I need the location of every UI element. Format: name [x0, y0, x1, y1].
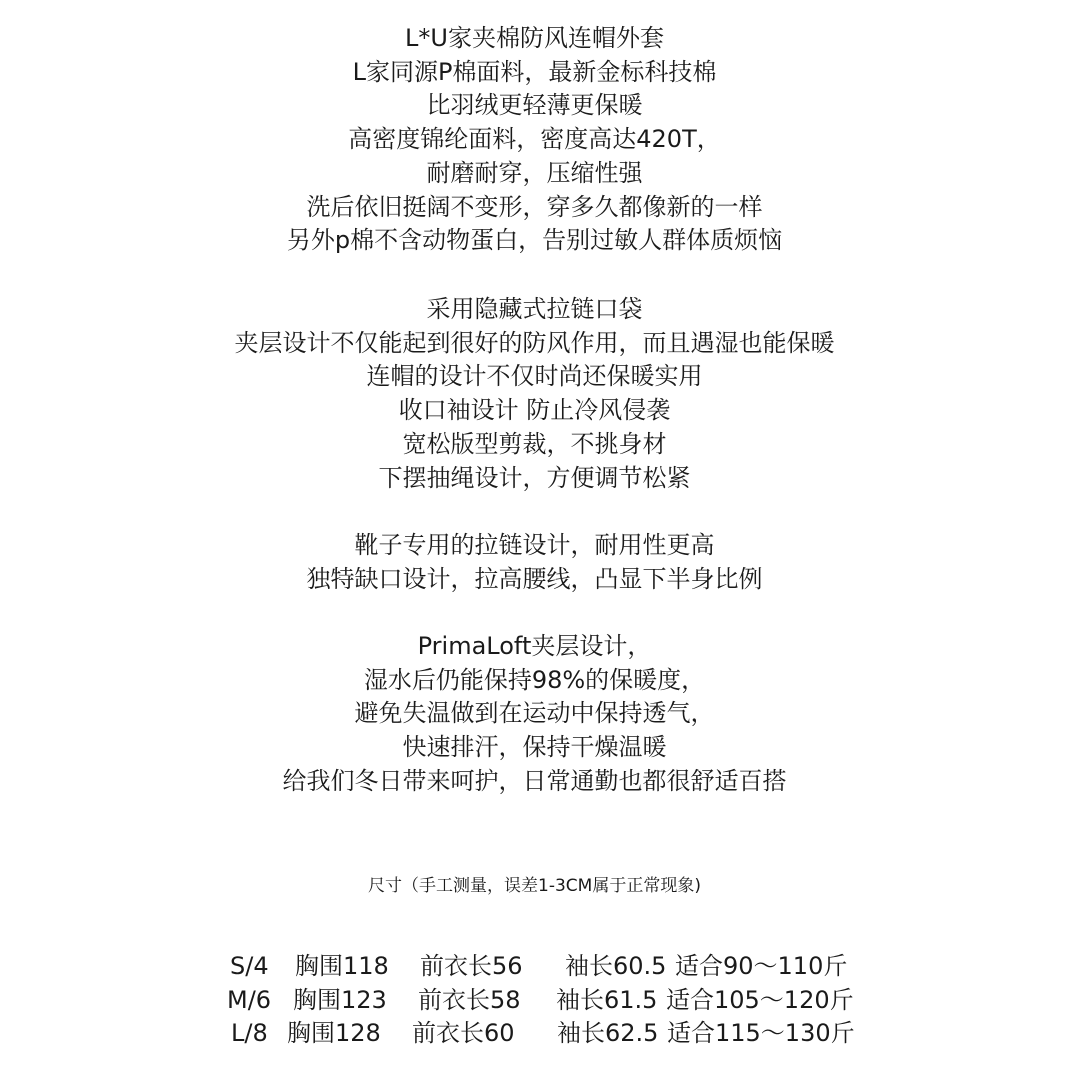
chest-measure: 胸围118: [295, 952, 389, 980]
description-line: 靴子专用的拉链设计，耐用性更高: [354, 531, 715, 559]
description-line: 给我们冬日带来呵护，日常通勤也都很舒适百搭: [282, 766, 787, 795]
description-line: PrimaLoft夹层设计，: [417, 632, 652, 660]
intro-text-block: [0, 22, 1069, 258]
description-line: 高密度锦纶面料，密度高达420T，: [348, 125, 721, 154]
sleeve-measure: 袖长61.5: [556, 985, 658, 1014]
description-line: 湿水后仍能保持98%的保暖度，: [363, 665, 706, 694]
description-line: 另外p棉不含动物蛋白，告别过敏人群体质烦恼: [286, 226, 783, 255]
description-line: 避免失温做到在运动中保持透气，: [354, 699, 715, 728]
description-line: 下摆抽绳设计，方便调节松紧: [378, 463, 691, 492]
length-measure: 前衣长56: [420, 952, 523, 980]
description-line: 连帽的设计不仅时尚还保暖实用: [366, 362, 703, 391]
weight-fit: 适合105～120斤: [666, 985, 854, 1014]
description-line: 采用隐藏式拉链口袋: [426, 295, 643, 323]
size-label: M/6: [227, 985, 272, 1014]
size-chart: [0, 950, 1069, 1051]
description-line: 洗后依旧挺阔不变形，穿多久都像新的一样: [306, 192, 763, 221]
size-row: [0, 984, 1069, 1018]
design-features-block: [0, 293, 1069, 495]
description-line: 夹层设计不仅能起到很好的防风作用，而且遇湿也能保暖: [234, 328, 835, 357]
size-row: [0, 1017, 1069, 1051]
chest-measure: 胸围128: [287, 1019, 381, 1047]
length-measure: 前衣长58: [418, 985, 521, 1014]
weight-fit: 适合115～130斤: [667, 1019, 855, 1047]
size-row: [0, 950, 1069, 984]
product-title: L*U家夹棉防风连帽外套: [405, 24, 664, 52]
weight-fit: 适合90～110斤: [675, 952, 848, 980]
sleeve-measure: 袖长60.5: [565, 952, 667, 980]
sleeve-measure: 袖长62.5: [557, 1019, 659, 1047]
description-line: 比羽绒更轻薄更保暖: [426, 91, 643, 120]
size-label: S/4: [230, 952, 269, 980]
description-line: L家同源P棉面料，最新金标科技棉: [352, 57, 717, 86]
size-label: L/8: [231, 1019, 268, 1047]
zipper-features-block: [0, 529, 1069, 596]
description-line: 宽松版型剪裁，不挑身材: [402, 429, 667, 458]
description-line: 耐磨耐穿，压缩性强: [426, 158, 643, 187]
length-measure: 前衣长60: [412, 1019, 515, 1047]
description-line: 收口袖设计 防止冷风侵袭: [398, 396, 671, 425]
chest-measure: 胸围123: [293, 985, 387, 1014]
size-chart-title: 尺寸（手工测量，误差1-3CM属于正常现象): [368, 876, 701, 896]
description-line: 快速排汗，保持干燥温暖: [402, 733, 667, 762]
description-line: 独特缺口设计，拉高腰线，凸显下半身比例: [306, 564, 763, 593]
insulation-features-block: [0, 630, 1069, 799]
